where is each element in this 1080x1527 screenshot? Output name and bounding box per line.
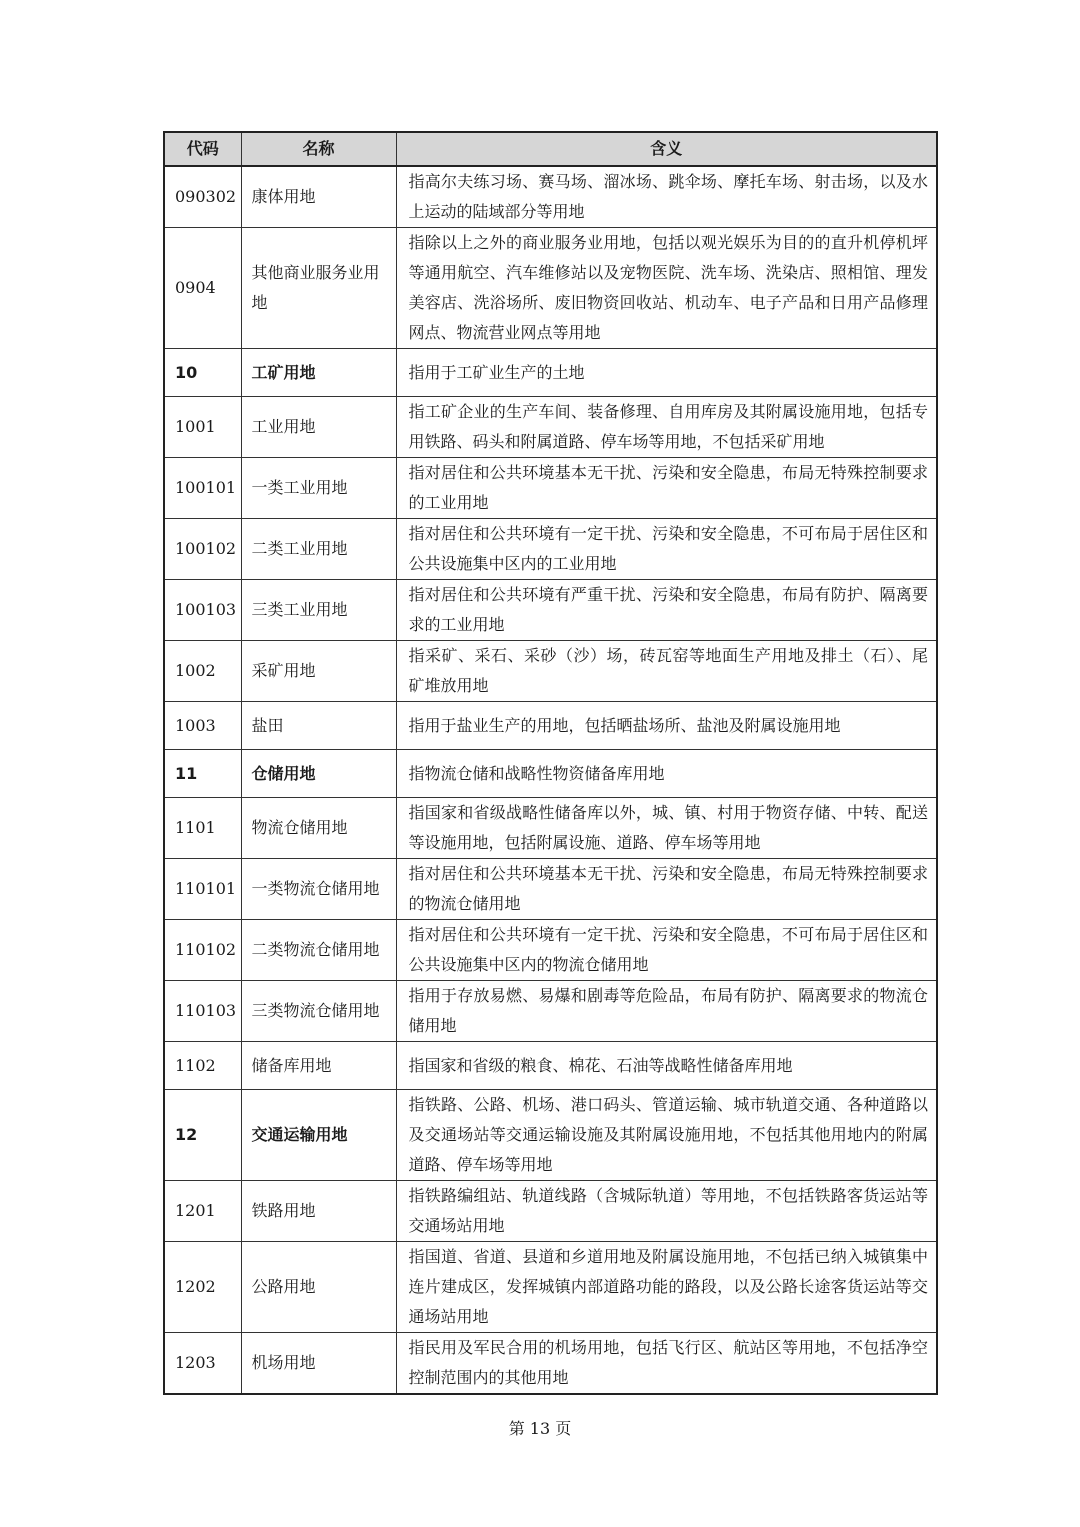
row-desc: 指除以上之外的商业服务业用地，包括以观光娱乐为目的的直升机停机坪等通用航空、汽车维修站以及宠物医院、洗车场、洗染店、照相馆、理发美容店、洗浴场所、废旧物资回收站、机动车、电子产品和日用产品修理网点、物流营业网点等用地 [396,228,937,349]
table-header-row [164,132,937,166]
table-row [164,702,937,750]
row-name: 工矿用地 [241,349,396,397]
row-name: 三类物流仓储用地 [241,981,396,1042]
row-desc: 指工矿企业的生产车间、装备修理、自用库房及其附属设施用地，包括专用铁路、码头和附属道路、停车场等用地，不包括采矿用地 [396,397,937,458]
row-name: 工业用地 [241,397,396,458]
row-name: 康体用地 [241,166,396,228]
row-code: 1102 [164,1042,241,1090]
row-name: 盐田 [241,702,396,750]
row-desc: 指对居住和公共环境有严重干扰、污染和安全隐患，布局有防护、隔离要求的工业用地 [396,580,937,641]
table-row [164,981,937,1042]
row-code: 100101 [164,458,241,519]
row-desc: 指国家和省级的粮食、棉花、石油等战略性储备库用地 [396,1042,937,1090]
row-code: 1003 [164,702,241,750]
row-desc: 指对居住和公共环境有一定干扰、污染和安全隐患，不可布局于居住区和公共设施集中区内的工业用地 [396,519,937,580]
row-code: 1001 [164,397,241,458]
row-name: 交通运输用地 [241,1090,396,1181]
row-name: 储备库用地 [241,1042,396,1090]
table-row [164,580,937,641]
table-row [164,798,937,859]
header-name: 名称 [241,132,396,166]
row-name: 机场用地 [241,1333,396,1395]
row-desc: 指国家和省级战略性储备库以外，城、镇、村用于物资存储、中转、配送等设施用地，包括附属设施、道路、停车场等用地 [396,798,937,859]
row-code: 100102 [164,519,241,580]
table-row [164,397,937,458]
row-name: 公路用地 [241,1242,396,1333]
row-name: 采矿用地 [241,641,396,702]
table-row [164,859,937,920]
page-number: 第 13 页 [508,1419,572,1438]
row-desc: 指对居住和公共环境有一定干扰、污染和安全隐患，不可布局于居住区和公共设施集中区内的物流仓储用地 [396,920,937,981]
row-name: 物流仓储用地 [241,798,396,859]
row-desc: 指对居住和公共环境基本无干扰、污染和安全隐患，布局无特殊控制要求的物流仓储用地 [396,859,937,920]
table-row-category [164,349,937,397]
row-code: 1202 [164,1242,241,1333]
row-desc: 指用于盐业生产的用地，包括晒盐场所、盐池及附属设施用地 [396,702,937,750]
row-name: 其他商业服务业用地 [241,228,396,349]
table-row [164,1042,937,1090]
row-name: 一类工业用地 [241,458,396,519]
table-row [164,458,937,519]
table-row [164,1242,937,1333]
row-desc: 指用于存放易燃、易爆和剧毒等危险品，布局有防护、隔离要求的物流仓储用地 [396,981,937,1042]
land-use-table [163,131,938,1395]
table-row [164,228,937,349]
row-desc: 指对居住和公共环境基本无干扰、污染和安全隐患，布局无特殊控制要求的工业用地 [396,458,937,519]
table-row-category [164,1090,937,1181]
row-code: 100103 [164,580,241,641]
table-row [164,166,937,228]
row-code: 12 [164,1090,241,1181]
row-desc: 指用于工矿业生产的土地 [396,349,937,397]
row-code: 110102 [164,920,241,981]
table-row [164,641,937,702]
row-name: 三类工业用地 [241,580,396,641]
row-desc: 指铁路编组站、轨道线路（含城际轨道）等用地，不包括铁路客货运站等交通场站用地 [396,1181,937,1242]
row-code: 11 [164,750,241,798]
row-code: 1101 [164,798,241,859]
row-desc: 指铁路、公路、机场、港口码头、管道运输、城市轨道交通、各种道路以及交通场站等交通运输设施及其附属设施用地，不包括其他用地内的附属道路、停车场等用地 [396,1090,937,1181]
row-desc: 指国道、省道、县道和乡道用地及附属设施用地，不包括已纳入城镇集中连片建成区，发挥城镇内部道路功能的路段，以及公路长途客货运站等交通场站用地 [396,1242,937,1333]
row-code: 1002 [164,641,241,702]
row-desc: 指采矿、采石、采砂（沙）场，砖瓦窑等地面生产用地及排土（石）、尾矿堆放用地 [396,641,937,702]
row-desc: 指物流仓储和战略性物资储备库用地 [396,750,937,798]
table-row [164,1181,937,1242]
row-desc: 指民用及军民合用的机场用地，包括飞行区、航站区等用地，不包括净空控制范围内的其他用地 [396,1333,937,1395]
row-code: 090302 [164,166,241,228]
row-code: 110103 [164,981,241,1042]
row-code: 1201 [164,1181,241,1242]
row-code: 10 [164,349,241,397]
table-row [164,920,937,981]
row-name: 二类物流仓储用地 [241,920,396,981]
header-code: 代码 [164,132,241,166]
table-row [164,1333,937,1395]
header-meaning: 含义 [396,132,937,166]
row-name: 仓储用地 [241,750,396,798]
row-desc: 指高尔夫练习场、赛马场、溜冰场、跳伞场、摩托车场、射击场，以及水上运动的陆域部分等用地 [396,166,937,228]
row-name: 二类工业用地 [241,519,396,580]
row-name: 一类物流仓储用地 [241,859,396,920]
row-code: 110101 [164,859,241,920]
row-code: 0904 [164,228,241,349]
row-name: 铁路用地 [241,1181,396,1242]
table-row-category [164,750,937,798]
table-row [164,519,937,580]
row-code: 1203 [164,1333,241,1395]
